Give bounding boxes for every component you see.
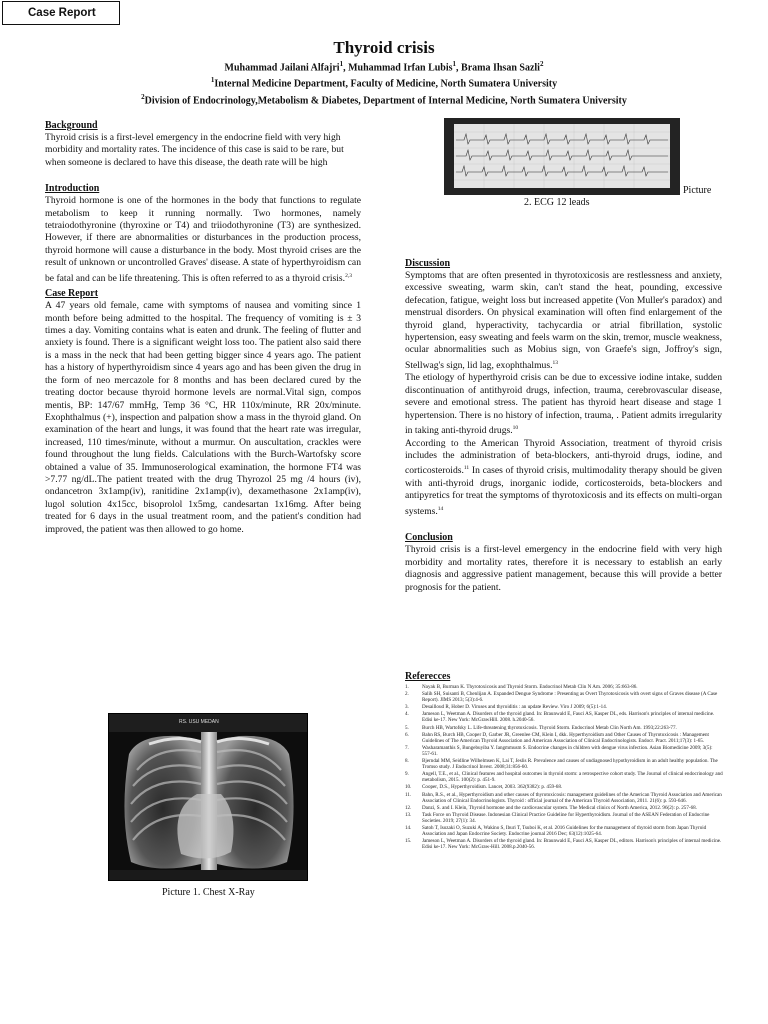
introduction-text	[45, 195, 361, 285]
author-sup: 1	[339, 60, 344, 68]
affiliation-sup: 1	[210, 76, 215, 85]
conclusion-heading: Conclusion	[405, 532, 453, 544]
reference-item	[405, 792, 723, 804]
reference-item	[405, 784, 723, 790]
reference-number: 2.	[405, 691, 409, 698]
reference-item	[405, 838, 723, 850]
reference-item	[405, 725, 723, 731]
citation: 2,3	[345, 272, 352, 279]
discussion-text: The etiology of hyperthyroid crisis can be due to excessive iodine intake, sudden discontinuation of antithyroid drugs, infection, trauma, cerebrovascular disease, severe and emotional stress. The patient has thyroid heart disease and stage 1 hypertension. There is no history of infection, trauma, . Patient admits irregularity in taking anti-thyroid drugs.	[405, 372, 722, 437]
reference-number: 14.	[405, 824, 412, 831]
introduction-heading: Introduction	[45, 183, 100, 195]
citation: 13	[552, 359, 558, 366]
reference-number: 8.	[405, 758, 409, 765]
reference-text: Bjerndal MM, Seidline Wilhelmsen K, Lai T, Jeslis R. Prevalence and causes of undiagnosed hypothyroidism in an adult healthy population. The Tromso study. J Endocrinol Invest. 2008;31:856-60.	[422, 758, 718, 771]
reference-number: 3.	[405, 704, 409, 711]
reference-number: 10.	[405, 784, 412, 791]
reference-number: 15.	[405, 838, 412, 845]
background-heading: Background	[45, 120, 98, 131]
discussion-text: Symptoms that are often presented in thyrotoxicosis are restlessness and anxiety, excessive sweating, warm skin, can't stand the heat, pounding, excessive defecation, fatigue, weight loss but increased appetite (Von Muller's paradox) and menstrual disorders. On physical examination will often find enlargement of the thyroid gland, hyperactivity, tachycardia or atrial fibrillation, systolic hypertension, easy sweating and feels warm on the skin, tremor, muscle weakness, ocular abnormalities such as Mobius sign, von Graefe's sign, Joffroy's sign, Stellwag's sign, lid lag, exophthalmus.	[405, 270, 722, 372]
reference-number: 5.	[405, 724, 409, 731]
reference-item	[405, 825, 723, 837]
author-list: Muhammad Jailani Alfajri$^1$, Muhammad Irfan Lubis$^1$, Brama Ihsan Sazli$^2$	[224, 60, 544, 74]
affiliation-text: Division of Endocrinology,Metabolism & Diabetes, Department of Internal Medicine, North Sumatera University	[144, 94, 627, 106]
paper-header	[0, 38, 768, 107]
reference-text: Nayak B, Burman K. Thyrotoxicosis and Thyroid Storm. Endocrinol Metab Clin N Am. 2006; 35:663-86.	[422, 684, 638, 690]
reference-text: Bahn RS, Burch HB, Cooper D, Garber JR, Greenlee CM, Klein I, dkk. Hyperthyroidism and Other Causes of Thyrotoxicosis : Management Guidelines of The American Thyroid Association and American Association of Clinical Endocrinologists. Endocr. Pract. 2011;17(3): 1-65.	[422, 731, 709, 744]
reference-item	[405, 732, 723, 744]
reference-item	[405, 704, 723, 710]
ecg-caption-prefix: Picture	[683, 185, 712, 196]
reference-number: 4.	[405, 711, 409, 718]
citation: 10	[512, 425, 519, 432]
reference-item	[405, 771, 723, 783]
reference-text: Salih SH, Suisanti B, Chenlijan A. Expanded Dengue Syndrome : Presenting as Overt Thyrotoxicosis with overt signs of Graves disease (A Case Report). JIMS 2013; 5(3):4-6.	[422, 691, 718, 704]
affiliation-text: Internal Medicine Department, Faculty of Medicine, North Sumatera University	[214, 78, 558, 90]
reference-number: 9.	[405, 771, 409, 778]
author-sup: 2	[539, 60, 544, 68]
discussion-paragraph-2	[405, 372, 722, 437]
reference-number: 12.	[405, 804, 412, 811]
ecg-caption: 2. ECG 12 leads	[524, 197, 590, 208]
discussion-paragraph-1	[405, 270, 722, 372]
reference-text: Jameson L, Weetman A. Disorders of the thyroid gland. In: Braunwald E, Fauci AS, Kasper DL, eds. Harrison's principles of internal medicine. Edisi ke-17. New York: McGrawHill. 2008. h.2040-56.	[422, 711, 715, 724]
citation: 14	[437, 505, 444, 512]
references-heading: Referecces	[405, 671, 451, 682]
discussion-paragraph-3	[405, 438, 722, 519]
affiliation-sup: 2	[141, 92, 145, 101]
reference-item	[405, 684, 723, 690]
case-report-tag: Case Report	[2, 1, 120, 25]
affiliation	[0, 91, 768, 107]
affiliation	[0, 74, 768, 90]
right-column	[405, 258, 722, 594]
reference-list	[405, 684, 723, 851]
left-column	[45, 120, 361, 536]
author-name: Muhammad Irfan Lubis	[348, 62, 453, 74]
background-text: Thyroid crisis is a first-level emergency in the endocrine field with very high morbidity and mortality rates. The incidence of this case is said to be rare, but when someone is declared to have this disease, the death rate will be high	[45, 132, 344, 168]
discussion-text: In cases of thyroid crisis, multimodality therapy should be given with anti-thyroid drugs, inorganic iodide, corticosteroids, beta-blockers and antipyretics for treat the symptoms of thyrotoxicosis and its effects on multi-organ systems.	[405, 465, 722, 518]
citation: 11	[463, 465, 470, 472]
reference-number: 13.	[405, 811, 412, 818]
reference-text: Angell, T.E., et al., Clinical features and hospital outcomes in thyroid storm: a retrospective cohort study. The Journal of clinical endocrinology and metabolism, 2015. 100(2): p. 451-9.	[422, 771, 723, 784]
reference-text: Danzi, S. and I. Klein, Thyroid hormone and the cardiovascular system. The Medical clinics of North America, 2012. 96(2): p. 257-68.	[422, 804, 697, 811]
ecg-image	[444, 118, 680, 195]
reference-text: Cooper, D.S., Hyperthyroidism. Lancet, 2003. 362(9382): p. 459-68.	[422, 784, 563, 791]
reference-item	[405, 805, 723, 811]
xray-caption: Picture 1. Chest X-Ray	[162, 887, 255, 898]
reference-text: Burch HB, Wartofsky L. Life-threatening thyrotoxicosis. Thyroid Storm. Endocrinol Metab Clin North Am. 1993;22:263-77.	[422, 724, 677, 731]
reference-text: Desailloud R, Hober D. Viruses and thyroiditis : an update Review. Viro J 2009; 6(5):1-14.	[422, 704, 608, 711]
reference-text: Jameson L, Weetman A. Disorders of the thyroid gland. In: Braunwald E, Fauci AS, Kasper DL, editors. Harrison's principles of internal medicine. Edisi ke-17. New York: McGraw-Hill. 2008.p.2040-56.	[422, 838, 722, 851]
reference-number: 11.	[405, 791, 412, 798]
reference-number: 1.	[405, 684, 409, 690]
discussion-heading: Discussion	[405, 258, 451, 269]
case-report-text: A 47 years old female, came with symptoms of nausea and vomiting since 1 month before being admitted to the hospital. The frequency of vomiting is ± 3 times a day. Vomiting contains what is eaten and drunk. The feeling of flutter and anxiety is found. There is a significant weight loss too. The patient also said there is a mass in the neck that had been getting bigger since 4 years ago. The patient has a history of hyperthyroidism since 4 years ago and has been given the drug in the form of neo mercazole for 8 months and has been declared cured by the treating doctor because thyroid hormone levels are normal.Vital sign, compos mentis, BP: 147/67 mmHg, Temp 36 °C, HR 110x/minute, RR 20x/minute. Exophthalmus (+), inspection and palpation show a mass in the thyroid gland. On examination of the heart and lungs, it was found that the heart rate was irregular, increased, 110 times/minute, without a murmur. On auscultation, crackles were found throughout the lung fields. Calculations with the Burch-Wartofsky score obtained a value of 35. Immunoserological examination, the hormone FT4 was >7.77 ng/dL.The patient treated with the drug Thyrozol 25 mg /4 hours (iv), ondancetron 3x1amp(iv), ranitidine 2x1amp(iv), dexamethasone 2x1amp(iv), lugol solution 4x15cc, bisoprolol 1x5mg, candesartan 1x16mg. After being treated for 6 days in the usual treatment room, and the patient's condition had improved, the patient was then allowed to go home.	[45, 300, 361, 535]
reference-item	[405, 758, 723, 770]
case-report-heading: Case Report	[45, 288, 99, 300]
reference-text: Washaramanthis S, Bungebuyiba Y. Iangmmusm S. Endocrine changes in children with dengue virus infection. Asian Biomedicine 2009; 3(5): 557-61.	[422, 744, 713, 757]
reference-number: 6.	[405, 731, 409, 738]
reference-item	[405, 691, 723, 703]
reference-text: Bahn, R.S., et al., Hyperthyroidism and other causes of thyrotoxicosis: management guidelines of the American Thyroid Association and American Association of Clinical Endocrinologists. Thyroid : official journal of the American Thyroid Association, 2011. 21(6): p. 593-646.	[422, 791, 722, 804]
discussion-text: According to the American Thyroid Association, treatment of thyroid crisis includes the administration of beta-blockers, anti-thyroid drugs, iodine, and corticosteroids.	[405, 437, 722, 477]
conclusion-text: Thyroid crisis is a first-level emergency in the endocrine field with very high morbidity and mortality rates, therefore it is necessary to establish an early diagnosis and aggressive patient management, because this will provide a better prognosis for the patient.	[405, 544, 722, 593]
introduction-body: Thyroid hormone is one of the hormones in the body that functions to regulate metabolism to keep it running normally. Two hormones, namely tetraiodothyronine (thyroxine or T4) and triiodothyronine (T3) are synthesized. However, if there are abnormalities or disturbances in the production process, thyroid hormone will cause a disturbance in the body. Most thyroid crises are the result of unknown or uncontrolled Graves' disease. A state of hyperthyroidism can be fatal and can be life threatening. This is often referred to as a thyroid crisis.	[45, 195, 361, 284]
author-name: Muhammad Jailani Alfajri	[224, 62, 340, 74]
paper-title: Thyroid crisis	[333, 38, 435, 57]
reference-item	[405, 745, 723, 757]
reference-number: 7.	[405, 744, 409, 751]
reference-text: Satoh T, Isozaki O, Suzuki A, Wakino S, Iburi T, Tsuboi K, et al. 2016 Guidelines for the management of thyroid storm from Japan Thyroid Association and Japan Endocrine Society. Endocrine journal 2016 Dec; 63(12):1025-64.	[422, 824, 707, 838]
chest-xray-image	[108, 713, 308, 881]
reference-item	[405, 711, 723, 723]
reference-item	[405, 812, 723, 824]
author-sup: 1	[452, 60, 457, 68]
xray-hospital-label: RS. USU MEDAN	[179, 719, 219, 725]
reference-text: Task Force on Thyroid Disease. Indonesian Clinical Practice Guideline for Hyperthyroidism. Journal of the ASEAN Federation of Endocrine Societies. 2019; 27(1): 34.	[422, 811, 710, 824]
author-name: Brama Ihsan Sazli	[461, 62, 540, 74]
